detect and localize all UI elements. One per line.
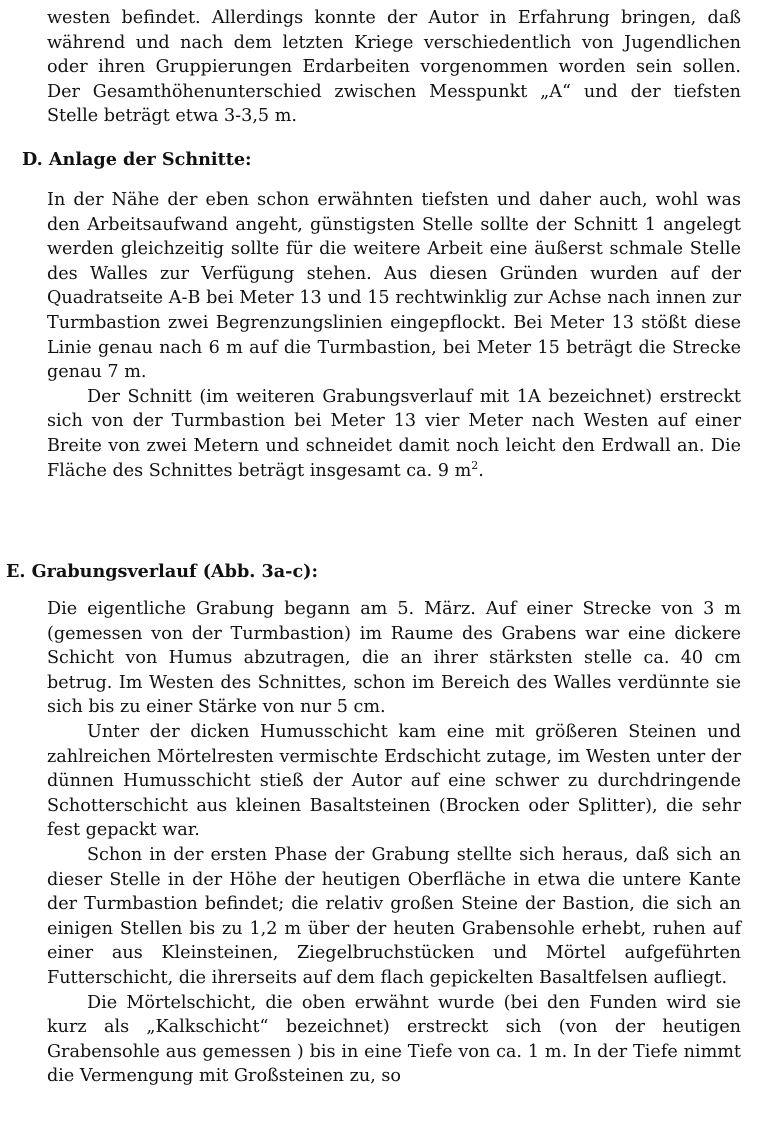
intro-paragraph: westen befindet. Allerdings konnte der Autor in Erfahrung bringen, daß während und nach dem letzten Kriege verschiedentlich von Jugendlichen oder ihren Gruppierungen Erdarbeiten vorgenommen worden sein sollen. Der Gesamthöhenunterschied zwischen Messpunkt „A“ und der tiefsten Stelle beträgt etwa 3-3,5 m.	[47, 8, 741, 127]
section-e-paragraph-1: Die eigentliche Grabung begann am 5. März. Auf einer Strecke von 3 m (gemessen von der Turmbastion) im Raume des Grabens war eine dickere Schicht von Humus abzutragen, die an ihrer stärksten stelle ca. 40 cm betrug. Im Westen des Schnittes, schon im Bereich des Walles verdünnte sie sich bis zu einer Stärke von nur 5 cm.	[47, 599, 741, 718]
intro-paragraph-block	[47, 6, 741, 129]
section-d-paragraph-2-text: Der Schnitt (im weiteren Grabungsverlauf mit 1A bezeichnet) erstreckt sich von der Turmbastion bei Meter 13 vier Meter nach Westen auf einer Breite von zwei Metern und schneidet damit noch leicht den Erdwall an. Die Fläche des Schnittes beträgt insgesamt ca. 9 m	[47, 386, 741, 481]
section-d-heading: D. Anlage der Schnitte:	[22, 149, 252, 170]
section-d-body	[47, 188, 741, 483]
section-e-paragraph-3: Schon in der ersten Phase der Grabung stellte sich heraus, daß sich an dieser Stelle in der Höhe der heutigen Oberfläche in etwa die untere Kante der Turmbastion befindet; die relativ großen Steine der Bastion, die sich an einigen Stellen bis zu 1,2 m über der heuten Grabensohle erhebt, ruhen auf einer aus Kleinsteinen, Ziegelbruchstücken und Mörtel aufgeführten Futterschicht, die ihrerseits auf dem flach gepickelten Basaltfelsen aufliegt.	[47, 844, 741, 988]
section-e-body	[47, 597, 741, 1089]
area-superscript: 2	[471, 458, 479, 472]
section-e-heading: E. Grabungsverlauf (Abb. 3a-c):	[6, 561, 319, 582]
section-d-paragraph-1: In der Nähe der eben schon erwähnten tiefsten und daher auch, wohl was den Arbeitsaufwand angeht, günstigsten Stelle sollte der Schnitt 1 angelegt werden gleichzeitig sollte für die weitere Arbeit eine äußerst schmale Stelle des Walles zur Verfügung stehen. Aus diesen Gründen wurden auf der Quadratseite A-B bei Meter 13 und 15 rechtwinklig zur Achse nach innen zur Turmbastion zwei Begrenzungslinien eingepflockt. Bei Meter 13 stößt diese Linie genau nach 6 m auf die Turmbastion, bei Meter 15 beträgt die Strecke genau 7 m.	[47, 190, 741, 383]
section-e-paragraph-2: Unter der dicken Humusschicht kam eine mit größeren Steinen und zahlreichen Mörtelresten vermischte Erdschicht zutage, im Westen unter der dünnen Humusschicht stieß der Autor auf eine schwer zu durchdringende Schotterschicht aus kleinen Basaltsteinen (Brocken oder Splitter), die sehr fest gepackt war.	[47, 721, 741, 841]
area-end: .	[478, 460, 484, 481]
section-d-paragraph-2	[47, 385, 741, 483]
section-e-paragraph-4: Die Mörtelschicht, die oben erwähnt wurde (bei den Funden wird sie kurz als „Kalkschicht“ bezeichnet) erstreckt sich (von der heutigen Grabensohle aus gemessen ) bis in eine Tiefe von ca. 1 m. In der Tiefe nimmt die Vermengung mit Großsteinen zu, so	[47, 992, 741, 1087]
